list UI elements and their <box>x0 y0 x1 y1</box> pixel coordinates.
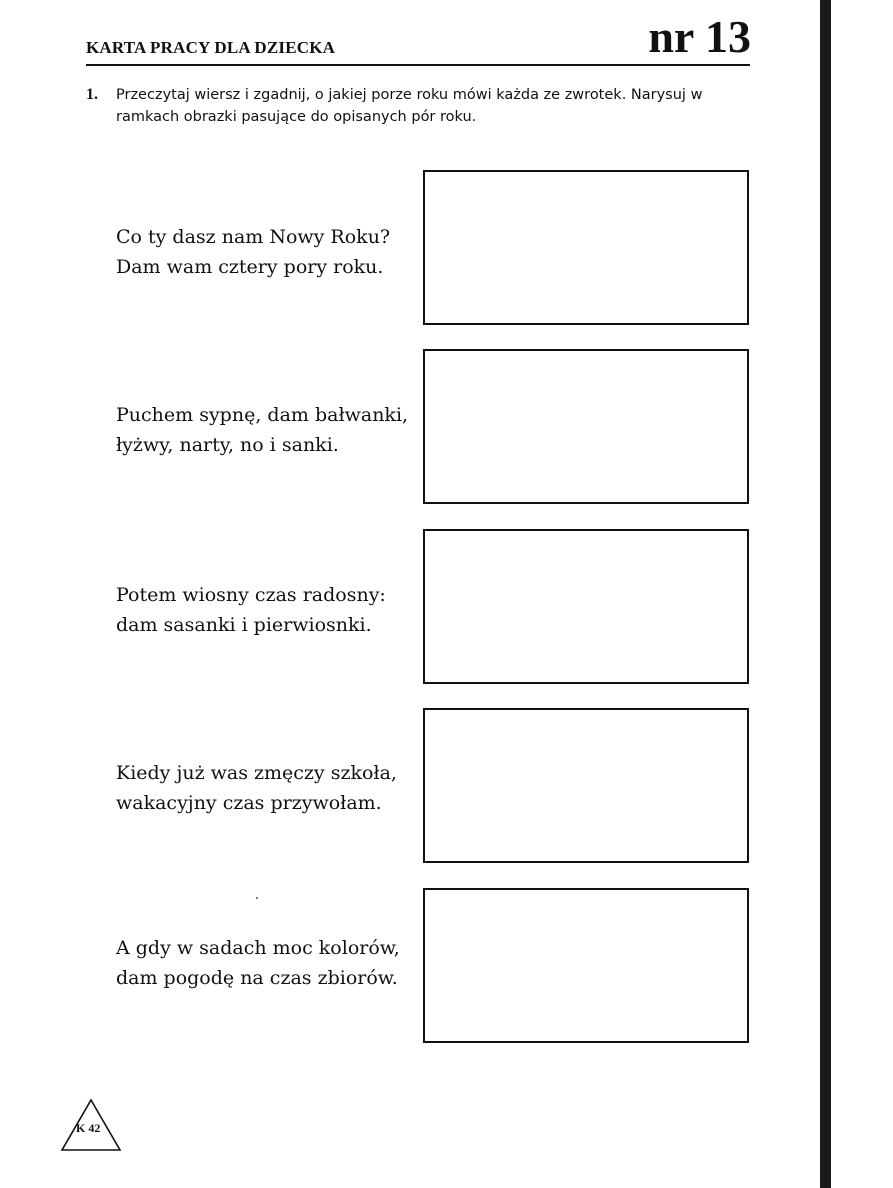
stanza-line: dam sasanki i pierwiosnki. <box>116 614 372 636</box>
page-label: K 42 <box>76 1121 101 1135</box>
task-number: 1. <box>86 86 98 103</box>
stanza-line: Potem wiosny czas radosny: <box>116 584 386 606</box>
stanza-line: Dam wam cztery pory roku. <box>116 256 384 278</box>
stanza-5 <box>116 933 416 993</box>
stanza-1 <box>116 222 416 282</box>
drawing-frame-1[interactable] <box>423 170 749 325</box>
drawing-frame-4[interactable] <box>423 708 749 863</box>
stanza-line: Co ty dasz nam Nowy Roku? <box>116 226 391 248</box>
scan-edge-bar <box>820 0 831 1188</box>
stanza-line: łyżwy, narty, no i sanki. <box>116 434 339 456</box>
stanza-4 <box>116 758 416 818</box>
stanza-line: wakacyjny czas przywołam. <box>116 792 382 814</box>
task-instruction <box>86 84 756 128</box>
stanza-line: Puchem sypnę, dam bałwanki, <box>116 404 409 426</box>
print-speck <box>256 897 258 899</box>
drawing-frame-3[interactable] <box>423 529 749 684</box>
stanza-2 <box>116 400 416 460</box>
worksheet-title: KARTA PRACY DLA DZIECKA <box>86 38 336 57</box>
stanza-line: dam pogodę na czas zbiorów. <box>116 967 398 989</box>
drawing-frame-2[interactable] <box>423 349 749 504</box>
drawing-frame-5[interactable] <box>423 888 749 1043</box>
stanza-3 <box>116 580 416 640</box>
stanza-line: A gdy w sadach moc kolorów, <box>116 937 400 959</box>
worksheet-number: nr 13 <box>648 11 751 62</box>
stanza-line: Kiedy już was zmęczy szkoła, <box>116 762 397 784</box>
header-divider <box>86 64 750 66</box>
task-text: Przeczytaj wiersz i zgadnij, o jakiej porze roku mówi każda ze zwrotek. Narysuj w ramkach obrazki pasujące do opisanych pór roku. <box>116 87 703 125</box>
